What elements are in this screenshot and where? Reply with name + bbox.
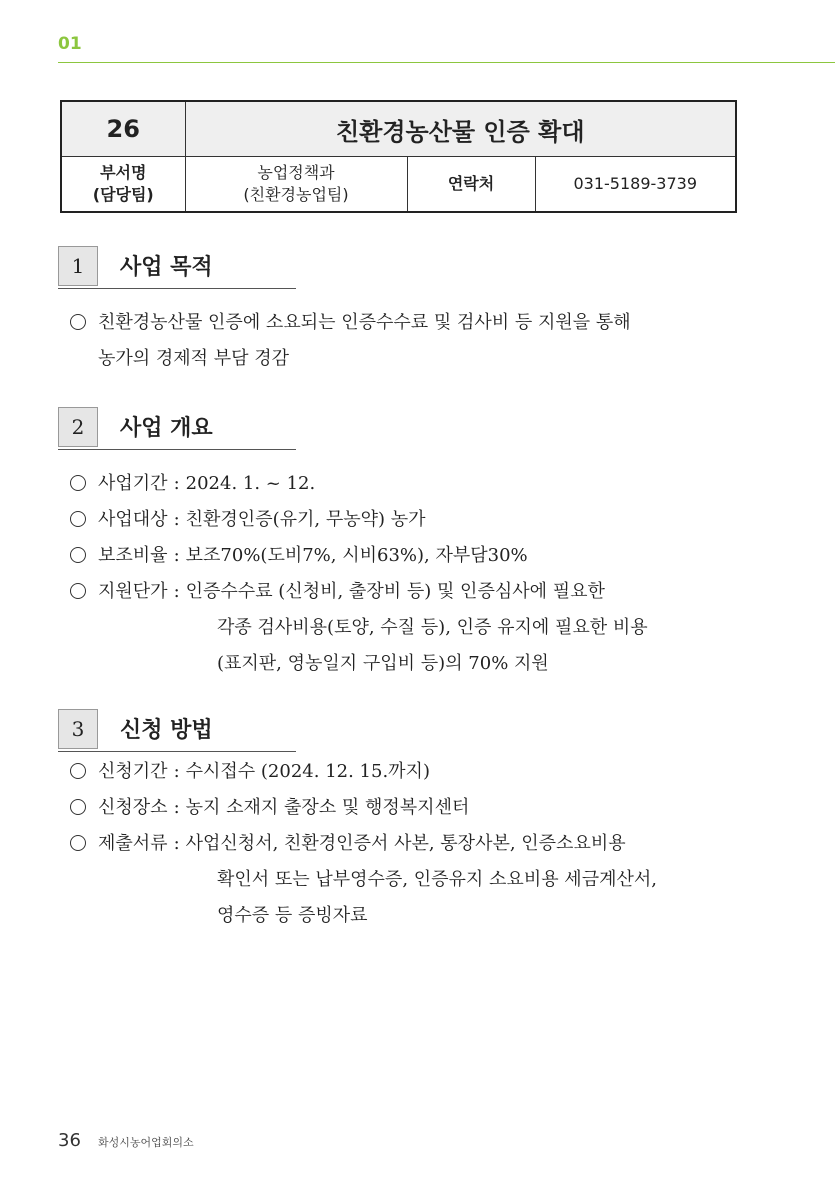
circle-bullet-icon (70, 763, 86, 779)
list-item (70, 466, 770, 502)
dept-label-line-2: (담당팀) (92, 185, 154, 204)
chapter-divider (58, 62, 835, 63)
section-number: 2 (58, 407, 98, 447)
list-item (70, 502, 770, 538)
section-1-header (58, 246, 298, 290)
dept-label (61, 157, 185, 213)
project-info-table (60, 100, 737, 213)
item-colon: : (173, 545, 180, 566)
circle-bullet-icon (70, 547, 86, 563)
project-title: 친환경농산물 인증 확대 (185, 101, 736, 157)
item-text: 사업신청서, 친환경인증서 사본, 통장사본, 인증소요비용 (185, 833, 626, 854)
dept-value-line-2: (친환경농업팀) (243, 185, 349, 204)
dept-value-line-1: 농업정책과 (257, 163, 335, 183)
list-item (70, 305, 770, 341)
footer-organization: 화성시농어업회의소 (98, 1136, 194, 1149)
item-continuation: (표지판, 영농일지 구입비 등)의 70% 지원 (217, 653, 549, 674)
chapter-number: 01 (58, 34, 82, 54)
item-colon: : (173, 833, 180, 854)
section-number: 3 (58, 709, 98, 749)
item-continuation: 각종 검사비용(토양, 수질 등), 인증 유지에 필요한 비용 (217, 617, 648, 638)
item-text: 2024. 1. ~ 12. (185, 473, 316, 494)
section-title: 사업 개요 (120, 416, 213, 441)
section-number: 1 (58, 246, 98, 286)
circle-bullet-icon (70, 511, 86, 527)
item-label: 제출서류 (98, 833, 168, 854)
item-label: 지원단가 (98, 581, 168, 602)
project-number: 26 (61, 101, 185, 157)
item-text: 보조70%(도비7%, 시비63%), 자부담30% (185, 545, 528, 566)
item-continuation: 농가의 경제적 부담 경감 (98, 348, 290, 369)
contact-value: 031-5189-3739 (535, 157, 736, 213)
item-label: 신청장소 (98, 797, 168, 818)
section-3-header (58, 709, 298, 753)
circle-bullet-icon (70, 583, 86, 599)
dept-label-line-1: 부서명 (100, 163, 147, 183)
item-text: 농지 소재지 출장소 및 행정복지센터 (185, 797, 470, 818)
item-continuation: 확인서 또는 납부영수증, 인증유지 소요비용 세금계산서, (217, 869, 657, 890)
page-number: 36 (58, 1130, 81, 1151)
item-label: 신청기간 (98, 761, 168, 782)
section-title: 신청 방법 (120, 718, 213, 743)
list-item (70, 538, 770, 574)
contact-label: 연락처 (407, 157, 535, 213)
circle-bullet-icon (70, 799, 86, 815)
item-colon: : (173, 797, 180, 818)
section-underline (58, 288, 296, 289)
list-item (70, 826, 770, 862)
item-colon: : (173, 761, 180, 782)
item-colon: : (173, 509, 180, 530)
item-text: 인증수수료 (신청비, 출장비 등) 및 인증심사에 필요한 (185, 581, 605, 602)
circle-bullet-icon (70, 314, 86, 330)
circle-bullet-icon (70, 835, 86, 851)
item-label: 사업대상 (98, 509, 168, 530)
item-colon: : (173, 581, 180, 602)
list-item (70, 754, 770, 790)
section-underline (58, 449, 296, 450)
item-colon: : (173, 473, 180, 494)
item-label: 보조비율 (98, 545, 168, 566)
section-2-header (58, 407, 298, 451)
item-text: 수시접수 (2024. 12. 15.까지) (185, 761, 430, 782)
section-underline (58, 751, 296, 752)
item-text: 친환경농산물 인증에 소요되는 인증수수료 및 검사비 등 지원을 통해 (98, 312, 631, 333)
circle-bullet-icon (70, 475, 86, 491)
item-label: 사업기간 (98, 473, 168, 494)
item-text: 친환경인증(유기, 무농약) 농가 (185, 509, 426, 530)
item-continuation: 영수증 등 증빙자료 (217, 905, 368, 926)
dept-value (185, 157, 407, 213)
list-item (70, 574, 770, 610)
section-title: 사업 목적 (120, 255, 213, 280)
list-item (70, 790, 770, 826)
